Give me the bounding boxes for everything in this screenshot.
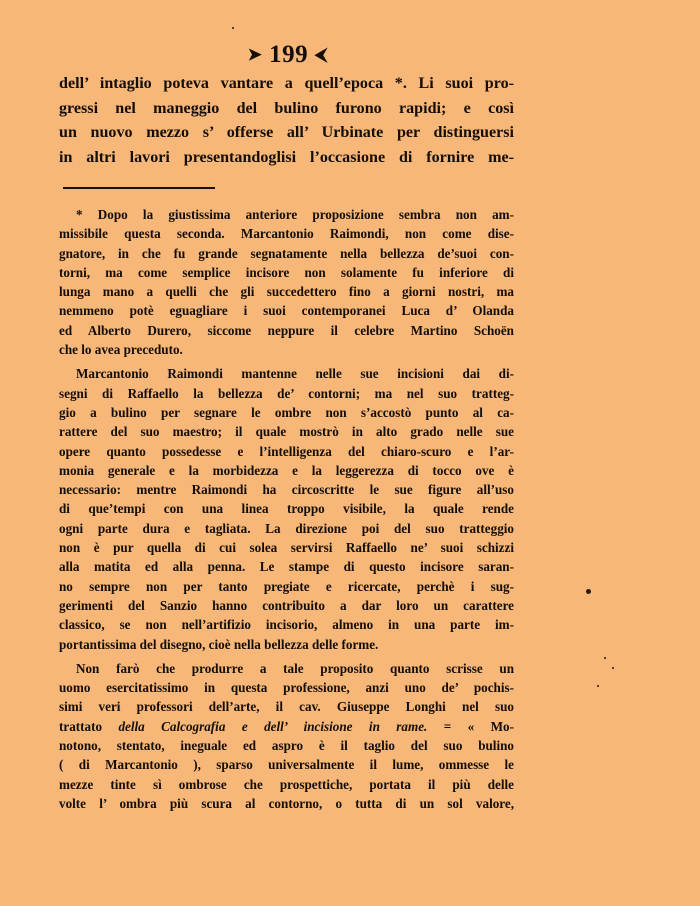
footnote-text: trattato xyxy=(59,718,119,734)
footnote-line: classico, se non nell’artifizio incisorio, almeno in una parte im- xyxy=(59,617,514,633)
footnote-line: segni di Raffaello la bellezza de’ contorni; ma nel suo tratteg- xyxy=(59,385,514,401)
footnote-line: lunga mano a quelli che gli succedettero fino a giorni nostri, ma xyxy=(59,284,514,300)
text-line: un nuovo mezzo s’ offerse all’ Urbinate per distinguersi xyxy=(59,124,514,141)
left-ornament-icon: ➤ xyxy=(247,45,263,64)
footnote-line: no sempre non per tanto pregiate e ricercate, perchè i sug- xyxy=(59,578,514,594)
footnote-line: simi veri professori dell’arte, il cav. Giuseppe Longhi nel suo xyxy=(59,699,514,715)
footnote-line: alla matita ed alla penna. Le stampe di questo incisore saran- xyxy=(59,559,514,575)
paper-speck xyxy=(612,667,614,669)
footnote-line: rattere del suo maestro; il quale mostrò in alto grado nelle sue xyxy=(59,424,514,440)
footnote-line: che lo avea preceduto. xyxy=(59,342,183,358)
footnote-paragraph xyxy=(59,659,514,813)
footnote-line: monia generale e la morbidezza e la leggerezza di tocco ove è xyxy=(59,462,514,478)
footnote-line: gnatore, in che fu grande segnatamente nella bellezza de’suoi con- xyxy=(59,245,514,261)
footnote-line: Marcantonio Raimondi mantenne nelle sue incisioni dai di- xyxy=(76,366,514,382)
paper-speck xyxy=(586,589,591,594)
footnote-line: opere quanto possedesse e l’intelligenza del chiaro-scuro e l’ar- xyxy=(59,443,514,459)
footnote-line: necessario: mentre Raimondi ha circoscritte le sue figure all’uso xyxy=(59,482,514,498)
footnote-text: = « Mo- xyxy=(427,718,514,734)
footnote-line: gio a bulino per segnare le ombre non s’accostò punto al ca- xyxy=(59,404,514,420)
footnote xyxy=(59,205,514,813)
page-number: 199 xyxy=(269,41,309,68)
footnote-line: torni, ma come semplice incisore non solamente fu inferiore di xyxy=(59,264,514,280)
footnote-line: notono, stentato, ineguale ed aspro è il taglio del suo bulino xyxy=(59,738,514,754)
footnote-paragraph xyxy=(59,364,514,653)
footnote-line: missibile questa seconda. Marcantonio Raimondi, non come dise- xyxy=(59,226,514,242)
footnote-divider xyxy=(63,187,215,189)
footnote-line: nemmeno potè eguagliare i suoi contemporanei Luca d’ Olanda xyxy=(59,303,514,319)
paper-speck xyxy=(597,685,599,687)
footnote-paragraph xyxy=(59,205,514,359)
footnote-line: ed Alberto Durero, siccome neppure il celebre Martino Schoën xyxy=(59,322,514,338)
footnote-line: volte l’ ombra più scura al contorno, o tutta di un sol valore, xyxy=(59,795,514,811)
footnote-line: ogni parte dura e tagliata. La direzione poi del suo tratteggio xyxy=(59,520,514,536)
paper-speck xyxy=(604,657,606,659)
footnote-line: * Dopo la giustissima anteriore proposizione sembra non am- xyxy=(76,207,514,222)
text-line: in altri lavori presentandoglisi l’occasione di fornire me- xyxy=(59,148,514,166)
book-title: della Calcografia e dell’ incisione in rame. xyxy=(118,718,428,734)
footnote-line: di que’tempi con una linea troppo visibile, la quale rende xyxy=(59,501,514,517)
right-ornament-icon: ⮜ xyxy=(314,45,328,64)
footnote-line: mezze tinte sì ombrose che prospettiche, portata il più delle xyxy=(59,776,514,792)
footnote-line: non è pur quella di cui solea servirsi Raffaello ne’ suoi schizzi xyxy=(59,540,514,556)
footnote-line: gerimenti del Sanzio hanno contribuito a dar loro un carattere xyxy=(59,597,514,613)
page-header xyxy=(61,38,514,72)
text-line: dell’ intaglio poteva vantare a quell’epoca *. Li suoi pro- xyxy=(59,75,514,92)
book-page xyxy=(59,38,514,813)
paper-speck xyxy=(232,27,234,29)
footnote-line: ( di Marcantonio ), sparso universalmente il lume, ommesse le xyxy=(59,757,514,773)
footnote-line: Non farò che produrre a tale proposito quanto scrisse un xyxy=(76,660,514,676)
main-text xyxy=(59,72,514,170)
text-line: gressi nel maneggio del bulino furono rapidi; e così xyxy=(59,99,514,117)
footnote-line: portantissima del disegno, cioè nella bellezza delle forme. xyxy=(59,636,379,652)
footnote-line: uomo esercitatissimo in questa professione, anzi uno de’ pochis- xyxy=(59,680,514,696)
footnote-line xyxy=(59,717,514,736)
